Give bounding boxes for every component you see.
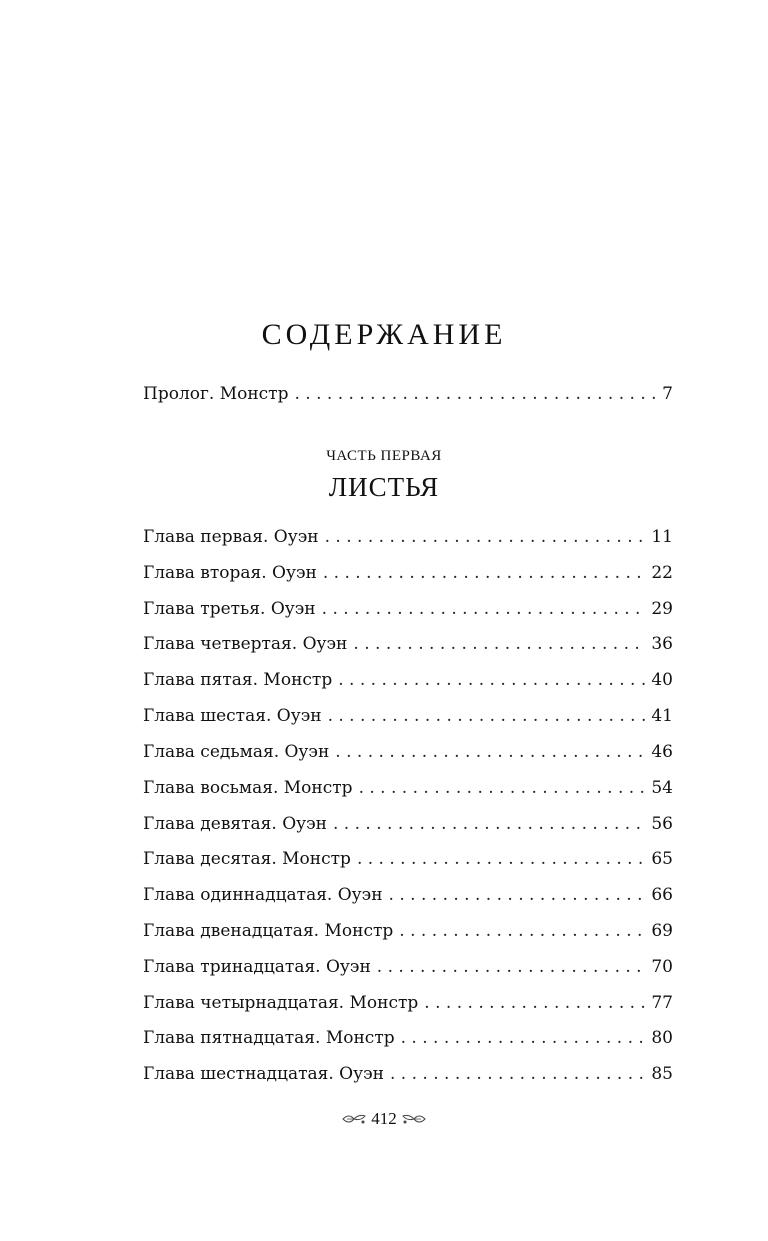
dot-leader (399, 919, 647, 943)
toc-entry-label: Глава четвертая. Оуэн (143, 634, 348, 654)
part-label: ЧАСТЬ ПЕРВАЯ (326, 448, 442, 464)
toc-entry-label: Пролог. Монстр (143, 384, 289, 404)
dot-leader (353, 632, 647, 656)
toc-entry-page: 40 (651, 670, 673, 690)
toc-entry-chapter-2[interactable] (143, 561, 673, 585)
toc-entry-page: 46 (651, 742, 673, 762)
toc-entry-page: 36 (651, 634, 673, 654)
dot-leader (333, 812, 647, 836)
toc-entry-page: 11 (651, 527, 673, 547)
leaf-ornament-left-icon (341, 1110, 367, 1128)
dot-leader (377, 955, 648, 979)
toc-entry-page: 22 (651, 563, 673, 583)
toc-entry-chapter-9[interactable] (143, 812, 673, 836)
dot-leader (325, 525, 648, 549)
toc-entry-chapter-1[interactable] (143, 525, 673, 549)
dot-leader (328, 704, 648, 728)
toc-entry-chapter-12[interactable] (143, 919, 673, 943)
dot-leader (322, 597, 648, 621)
toc-entry-page: 65 (651, 849, 673, 869)
toc-entry-page: 54 (651, 778, 673, 798)
toc-entry-chapter-14[interactable] (143, 991, 673, 1015)
toc-entry-label: Глава седьмая. Оуэн (143, 742, 330, 762)
toc-entry-chapter-15[interactable] (143, 1026, 673, 1050)
page-number: 412 (371, 1109, 397, 1128)
toc-entry-page: 7 (662, 384, 673, 404)
toc-entry-label: Глава одиннадцатая. Оуэн (143, 885, 383, 905)
toc-entry-label: Глава двенадцатая. Монстр (143, 921, 394, 941)
dot-leader (357, 847, 647, 871)
page-title: СОДЕРЖАНИЕ (261, 318, 507, 351)
toc-entry-page: 29 (651, 599, 673, 619)
toc-entry-page: 77 (651, 993, 673, 1013)
toc-entry-page: 41 (651, 706, 673, 726)
part-title: ЛИСТЬЯ (328, 472, 440, 502)
dot-leader (338, 668, 647, 692)
page-footer (0, 1109, 768, 1129)
toc-entry-page: 70 (651, 957, 673, 977)
toc-entry-page: 56 (651, 814, 673, 834)
toc-entry-chapter-7[interactable] (143, 740, 673, 764)
toc-entry-page: 80 (651, 1028, 673, 1048)
toc-entry-label: Глава шестнадцатая. Оуэн (143, 1064, 384, 1084)
toc-entry-chapter-5[interactable] (143, 668, 673, 692)
toc-entry-label: Глава пятнадцатая. Монстр (143, 1028, 395, 1048)
toc-entry-label: Глава четырнадцатая. Монстр (143, 993, 419, 1013)
toc-entry-chapter-3[interactable] (143, 597, 673, 621)
toc-entry-label: Глава пятая. Монстр (143, 670, 333, 690)
toc-entry-label: Глава восьмая. Монстр (143, 778, 353, 798)
dot-leader (390, 1062, 647, 1086)
dot-leader (335, 740, 647, 764)
toc-entry-chapter-16[interactable] (143, 1062, 673, 1086)
toc-entry-label: Глава десятая. Монстр (143, 849, 351, 869)
dot-leader (389, 883, 648, 907)
toc-entry-label: Глава первая. Оуэн (143, 527, 319, 547)
toc-entry-chapter-4[interactable] (143, 632, 673, 656)
toc-entry-label: Глава третья. Оуэн (143, 599, 316, 619)
toc-entry-page: 69 (651, 921, 673, 941)
toc-entry-label: Глава девятая. Оуэн (143, 814, 327, 834)
toc-entry-chapter-13[interactable] (143, 955, 673, 979)
toc-entry-label: Глава шестая. Оуэн (143, 706, 322, 726)
dot-leader (401, 1026, 648, 1050)
toc-entry-label: Глава вторая. Оуэн (143, 563, 317, 583)
toc-entry-page: 66 (651, 885, 673, 905)
dot-leader (424, 991, 647, 1015)
toc-entry-page: 85 (651, 1064, 673, 1084)
toc-entry-chapter-11[interactable] (143, 883, 673, 907)
toc-entry-prologue[interactable] (143, 382, 673, 406)
toc-entry-chapter-10[interactable] (143, 847, 673, 871)
toc-entry-label: Глава тринадцатая. Оуэн (143, 957, 371, 977)
dot-leader (359, 776, 648, 800)
dot-leader (294, 382, 658, 406)
dot-leader (323, 561, 648, 585)
toc-entry-chapter-6[interactable] (143, 704, 673, 728)
toc-entry-chapter-8[interactable] (143, 776, 673, 800)
leaf-ornament-right-icon (401, 1110, 427, 1128)
